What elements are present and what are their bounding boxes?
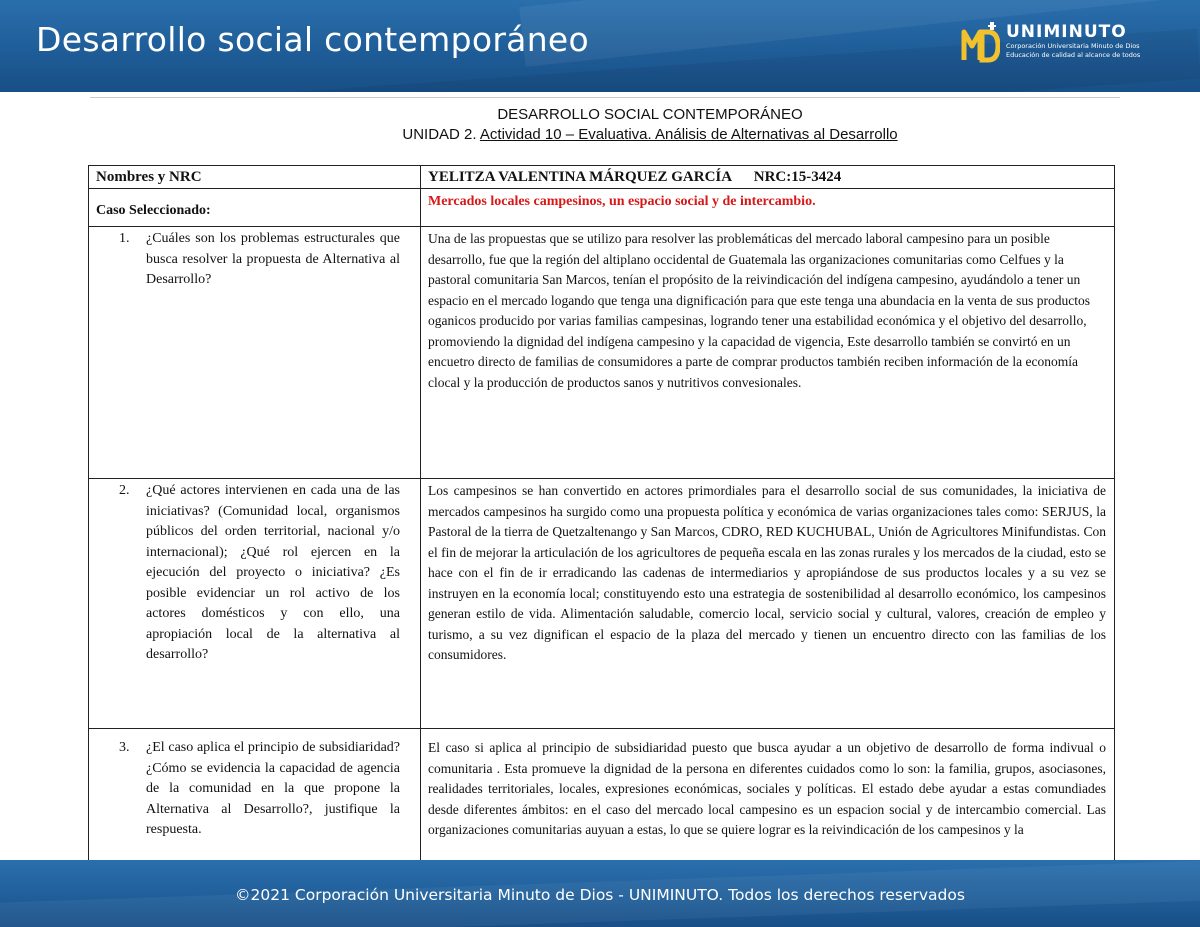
document-subtitle <box>300 126 1000 143</box>
question-number: 2. <box>119 483 130 498</box>
answer-cell <box>421 227 1115 479</box>
question-cell <box>89 227 421 479</box>
document-title: DESARROLLO SOCIAL CONTEMPORÁNEO <box>497 106 803 123</box>
question-text: ¿Qué actores intervienen en cada una de las iniciativas? (Comunidad local, organismos públicos del orden territorial, nacional y/o internacional); ¿Qué rol ejercen en la ejecución del proyecto o iniciativa? ¿Es posible evidenciar un rol activo de los actores domésticos y con ello, una apropiación local de la alternativa al desarrollo? <box>146 483 400 662</box>
names-label: Nombres y NRC <box>89 166 421 189</box>
footer-banner <box>0 860 1200 927</box>
page-title: Desarrollo social contemporáneo <box>36 20 590 59</box>
answer-cell <box>421 479 1115 729</box>
unit-label: UNIDAD 2. <box>402 126 480 143</box>
case-value-cell <box>421 189 1115 227</box>
names-value: YELITZA VALENTINA MÁRQUEZ GARCÍA NRC:15-3424 <box>421 166 1115 189</box>
question-text: ¿Cuáles son los problemas estructurales que busca resolver la propuesta de Alternativa al Desarrollo? <box>146 231 400 287</box>
table-row <box>89 189 1115 227</box>
answer-text: Una de las propuestas que se utilizo para resolver las problemáticas del mercado laboral campesino para un posible desarrollo, fue que la región del altiplano occidental de Guatemala las organizaciones comunitarias como Celfues y la pastoral comunitaria San Marcos, tenían el propósito de la reivindicación del indígena campesino, ayudándolo a tener un espacio en el mercado logando que tenga una dignificación para que este tenga una abundacia en la venta de sus productos oganicos producido por varias familias campesinas, logrando tener una estabilidad económica y el objetivo del desarrollo, promoviendo la dignidad del indígena campesino y la capacidad de vigencia, Este desarrollo también se convirtó en un encuetro directo de familias de consumidores a parte de comprar productos también reciben información de la economía clocal y la producción de productos sanos y nutritivos convesionales. <box>428 231 1090 390</box>
uniminuto-logo-icon <box>960 20 1000 64</box>
case-label: Caso Seleccionado: <box>96 203 211 218</box>
table-row <box>89 227 1115 479</box>
case-label-cell <box>89 189 421 227</box>
uniminuto-logo <box>960 18 1160 68</box>
logo-tagline: Educación de calidad al alcance de todos <box>1006 51 1141 59</box>
question-number: 1. <box>119 231 130 246</box>
logo-subtitle: Corporación Universitaria Minuto de Dios <box>1006 42 1140 50</box>
case-value: Mercados locales campesinos, un espacio social y de intercambio. <box>428 194 816 209</box>
question-text: ¿El caso aplica el principio de subsidiaridad? ¿Cómo se evidencia la capacidad de agencia de la comunidad en la que propone la Alternativa al Desarrollo?, justifique la respuesta. <box>146 740 400 837</box>
question-cell <box>89 479 421 729</box>
table-row <box>89 166 1115 189</box>
activity-table <box>88 165 1115 895</box>
copyright-text: ©2021 Corporación Universitaria Minuto de Dios - UNIMINUTO. Todos los derechos reservados <box>235 886 965 904</box>
logo-name: UNIMINUTO <box>1006 22 1127 42</box>
header-banner <box>0 0 1200 92</box>
table-row <box>89 479 1115 729</box>
answer-text: Los campesinos se han convertido en actores primordiales para el desarrollo social de sus comunidades, la iniciativa de mercados campesinos ha surgido como una propuesta política y económica de varias organizaciones tales como: SERJUS, la Pastoral de la tierra de Quetzaltenango y San Marcos, CDRO, RED KUCHUBAL, Unión de Agricultores Minifundistas. Con el fin de mejorar la articulación de los agricultores de pequeña escala en las zonas rurales y los mercados de la ciudad, esto se hace con el fin de ir erradicando las cadenas de intermediarios y apropiándose de sus productos locales y a su vez se instruyen en la economía local; constituyendo esto una estrategia de sostenibilidad al desarrollo económico, los campesinos generan estilo de vida. Alimentación saludable, comercio local, servicio social y cultural, valores, creación de empleo y turismo, a su vez dignifican el espacio de la plaza del mercado y tienen un encuentro directo con las familias de los consumidores. <box>428 483 1106 662</box>
divider <box>90 97 1120 98</box>
answer-text: El caso si aplica al principio de subsidiaridad puesto que busca ayudar a un objetivo de desarrollo de forma indivual o comunitaria . Esta promueve la dignidad de la persona en diferentes cuidados como lo son: la familia, grupos, asociasones, realidades territoriales, locales, expresiones económicas, sociales y políticas. El estado debe ayudar a estas comundiades desde diferentes ámbitos: en el caso del mercado local campesino es un espacion social y de intercambio comercial. Las organizaciones comunitarias auyuan a estas, lo que se quiere lograr es la reivindicación de los campesinos y la <box>428 740 1106 837</box>
activity-title: Actividad 10 – Evaluativa. Análisis de Alternativas al Desarrollo <box>479 126 898 143</box>
question-number: 3. <box>119 740 130 755</box>
